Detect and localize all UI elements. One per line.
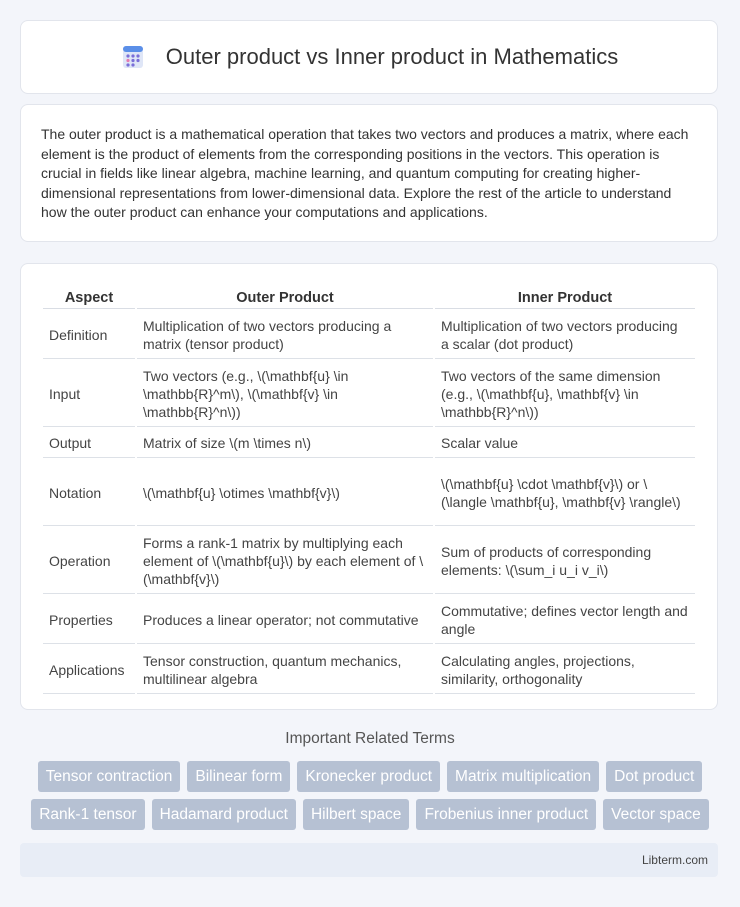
row-outer: Tensor construction, quantum mechanics, multilinear algebra [137,646,433,694]
row-aspect: Notation [43,460,135,526]
term-tag[interactable]: Rank-1 tensor [31,799,144,830]
row-inner: Calculating angles, projections, similarity, orthogonality [435,646,695,694]
term-tag[interactable]: Frobenius inner product [416,799,596,830]
related-terms-list [20,761,720,830]
header-card [20,20,718,94]
row-inner: Commutative; defines vector length and angle [435,596,695,644]
header-inner-product: Inner Product [435,286,695,309]
page-title: Outer product vs Inner product in Mathematics [165,44,619,69]
related-terms-title: Important Related Terms [285,730,455,747]
comparison-table [41,284,697,696]
term-tag[interactable]: Kronecker product [297,761,440,792]
row-outer: Multiplication of two vectors producing a matrix (tensor product) [137,311,433,359]
row-aspect: Applications [43,646,135,694]
row-aspect: Operation [43,528,135,594]
term-tag[interactable]: Bilinear form [187,761,290,792]
comparison-table-card [20,263,718,710]
document-grid-icon [120,44,146,70]
table-row [43,361,695,427]
row-aspect: Input [43,361,135,427]
table-row [43,596,695,644]
row-inner: Two vectors of the same dimension (e.g., \(\mathbf{u}, \mathbf{v} \in \mathbb{R}^n\)) [435,361,695,427]
table-row [43,460,695,526]
row-outer: Matrix of size \(m \times n\) [137,429,433,458]
table-row [43,528,695,594]
row-outer: Forms a rank-1 matrix by multiplying each element of \(\mathbf{u}\) by each element of \(\mathbf{v}\) [137,528,433,594]
row-outer: Two vectors (e.g., \(\mathbf{u} \in \mathbb{R}^m\), \(\mathbf{v} \in \mathbb{R}^n\)) [137,361,433,427]
term-tag[interactable]: Hilbert space [303,799,409,830]
row-aspect: Properties [43,596,135,644]
header-outer-product: Outer Product [137,286,433,309]
term-tag[interactable]: Matrix multiplication [447,761,599,792]
footer-brand-link[interactable]: Libterm.com [641,853,708,867]
row-outer: \(\mathbf{u} \otimes \mathbf{v}\) [137,460,433,526]
row-inner: Multiplication of two vectors producing a scalar (dot product) [435,311,695,359]
term-tag[interactable]: Vector space [603,799,709,830]
row-inner: Scalar value [435,429,695,458]
row-aspect: Output [43,429,135,458]
term-tag[interactable]: Tensor contraction [38,761,181,792]
term-tag[interactable]: Dot product [606,761,702,792]
table-row [43,646,695,694]
table-row [43,429,695,458]
row-inner: Sum of products of corresponding elements: \(\sum_i u_i v_i\) [435,528,695,594]
term-tag[interactable]: Hadamard product [152,799,296,830]
row-outer: Produces a linear operator; not commutative [137,596,433,644]
header-aspect: Aspect [43,286,135,309]
table-header-row [43,286,695,309]
footer [20,843,718,877]
row-aspect: Definition [43,311,135,359]
row-inner: \(\mathbf{u} \cdot \mathbf{v}\) or \(\langle \mathbf{u}, \mathbf{v} \rangle\) [435,460,695,526]
intro-text: The outer product is a mathematical operation that takes two vectors and produces a matrix, where each element is the product of elements from the corresponding positions in the vectors. This operation is crucial in fields like linear algebra, machine learning, and quantum computing for creating higher-dimensional representations from lower-dimensional data. Explore the rest of the article to understand how the outer product can enhance your computations and applications. [41,126,689,221]
table-row [43,311,695,359]
intro-card [20,104,718,242]
